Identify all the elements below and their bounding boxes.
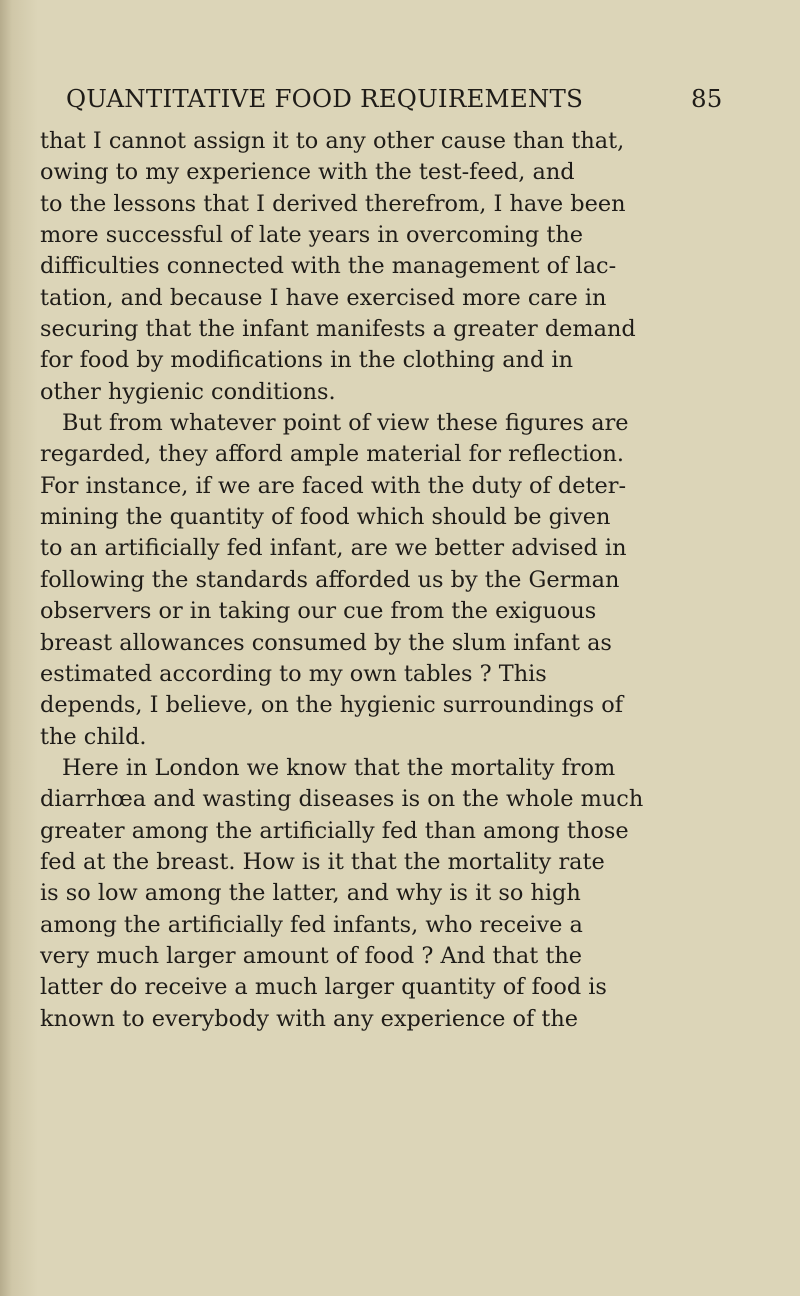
text-line: is so low among the latter, and why is it so high [40, 880, 581, 907]
text-line: owing to my experience with the test-feed, and [40, 159, 575, 186]
text-line: mining the quantity of food which should be given [40, 504, 611, 531]
text-line: latter do receive a much larger quantity of food is [40, 974, 607, 1001]
paragraph-start-line: But from whatever point of view these figures are [62, 410, 629, 437]
text-line: among the artificially fed infants, who receive a [40, 911, 583, 938]
text-line: following the standards afforded us by the German [40, 566, 620, 593]
text-line: greater among the artificially fed than among those [40, 817, 629, 844]
text-line: estimated according to my own tables ? This [40, 660, 547, 687]
text-line: For instance, if we are faced with the duty of deter- [40, 472, 627, 499]
text-line: more successful of late years in overcoming the [40, 222, 584, 249]
text-line: tation, and because I have exercised more care in [40, 284, 607, 311]
text-line: the child. [40, 723, 147, 750]
text-line: other hygienic conditions. [40, 378, 336, 405]
paragraph-start-line: Here in London we know that the mortality from [62, 754, 616, 781]
body-text [40, 126, 770, 1035]
text-line: regarded, they afford ample material for reflection. [40, 441, 625, 468]
text-line: depends, I believe, on the hygienic surroundings of [40, 692, 624, 719]
text-line: difficulties connected with the management of lac- [40, 253, 617, 280]
text-line: known to everybody with any experience of the [40, 1005, 579, 1032]
text-line: to an artificially fed infant, are we better advised in [40, 535, 627, 562]
text-line: fed at the breast. How is it that the mortality rate [40, 848, 605, 875]
text-line: diarrhœa and wasting diseases is on the whole much [40, 786, 644, 813]
running-head [66, 84, 766, 113]
text-line: observers or in taking our cue from the exiguous [40, 598, 597, 625]
text-line: that I cannot assign it to any other cause than that, [40, 128, 625, 154]
running-title: QUANTITATIVE FOOD REQUIREMENTS [66, 84, 584, 113]
text-line: for food by modifications in the clothing and in [40, 347, 574, 374]
text-line: to the lessons that I derived therefrom, I have been [40, 190, 626, 217]
text-line: breast allowances consumed by the slum infant as [40, 629, 612, 656]
text-line: securing that the infant manifests a greater demand [40, 316, 636, 343]
text-line: very much larger amount of food ? And that the [40, 942, 583, 969]
page-number: 85 [691, 84, 723, 113]
